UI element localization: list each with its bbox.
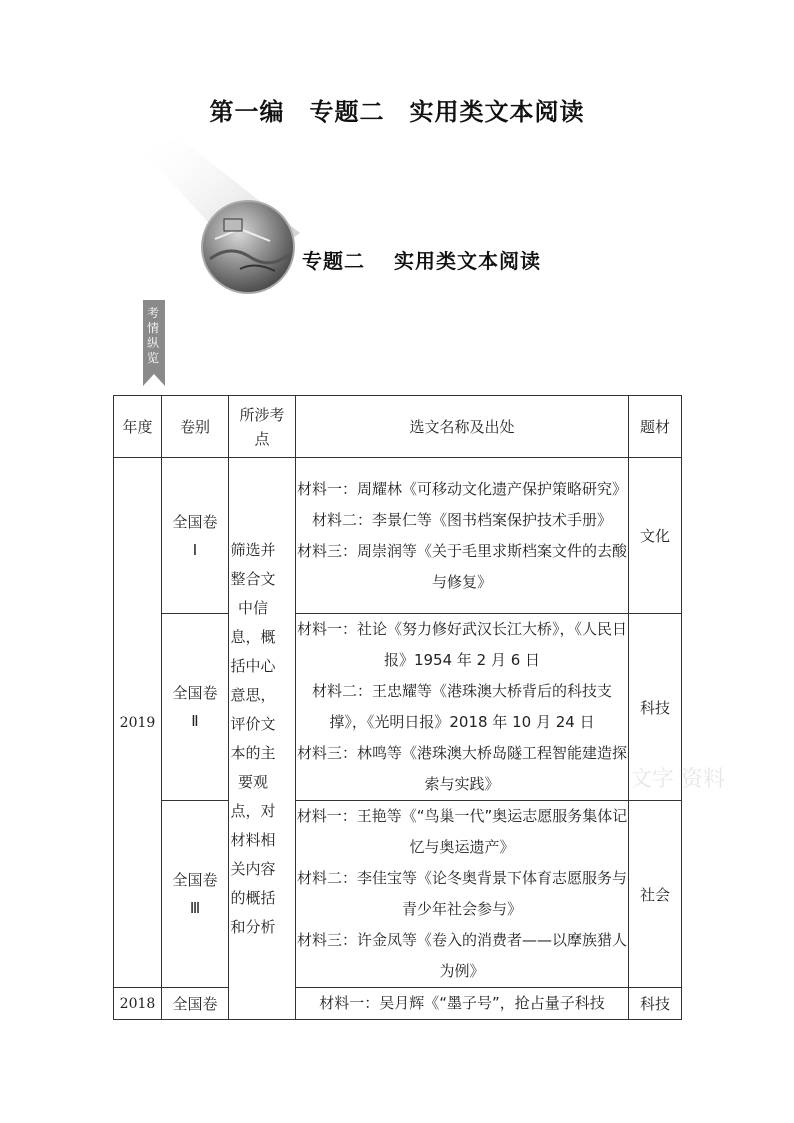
topic-cell: 科技 [629, 988, 682, 1020]
paper-cell [162, 614, 229, 801]
topic-cell: 科技 [629, 614, 682, 801]
globe-illustration-icon [200, 199, 296, 295]
paper-numeral: Ⅰ [192, 540, 198, 559]
material-item: 材料三：周崇润等《关于毛里求斯档案文件的去酸与修复》 [296, 541, 627, 591]
side-tab-char: 览 [146, 351, 159, 365]
material-item: 材料二：王忠耀等《港珠澳大桥背后的科技支撑》，《光明日报》2018 年 10 月 24 日 [311, 682, 612, 731]
material-item: 材料一：王艳等《“鸟巢一代”奥运志愿服务集体记忆与奥运遗产》 [296, 807, 628, 856]
table-row [114, 988, 682, 1020]
header-selection: 选文名称及出处 [296, 396, 629, 458]
topic-cell: 社会 [629, 801, 682, 988]
paper-cell [162, 458, 229, 614]
exam-overview-table [113, 395, 682, 1020]
material-item: 材料二：李佳宝等《论冬奥背景下体育志愿服务与青少年社会参与》 [296, 869, 627, 918]
paper-label: 全国卷 [172, 684, 218, 702]
material-item: 材料三：许金凤等《卷入的消费者——以摩族猎人为例》 [296, 931, 627, 980]
material-item: 材料一：吴月辉《“墨子号”，抢占量子科技 [319, 994, 605, 1012]
table-row [114, 801, 682, 988]
header-year: 年度 [114, 396, 162, 458]
side-tab-char: 情 [146, 321, 159, 335]
paper-label: 全国卷 [172, 871, 218, 889]
side-tab-char: 纵 [146, 336, 159, 350]
paper-label: 全国卷 [172, 512, 218, 531]
side-tab-char: 考 [146, 306, 159, 320]
side-tab-label [145, 306, 161, 366]
year-cell: 2019 [114, 458, 162, 988]
material-item: 材料一：社论《努力修好武汉长江大桥》，《人民日报》1954 年 2 月 6 日 [296, 620, 627, 669]
table-row [114, 614, 682, 801]
material-item: 材料一：周耀林《可移动文化遗产保护策略研究》 [296, 479, 627, 498]
header-paper: 卷别 [162, 396, 229, 458]
year-cell: 2018 [114, 988, 162, 1020]
table-row [114, 458, 682, 614]
table-header-row [114, 396, 682, 458]
selection-cell [296, 801, 629, 988]
paper-cell: 全国卷 [162, 988, 229, 1020]
page-header-title: 第一编 专题二 实用类文本阅读 [209, 97, 585, 126]
paper-cell [162, 801, 229, 988]
header-points [229, 396, 296, 458]
points-cell [229, 458, 296, 1020]
selection-cell [296, 614, 629, 801]
watermark: 文字 资料 [630, 767, 725, 792]
points-text: 筛选并整合文中信息，概括中心意思，评价文本的主要观点，对材料相关内容的概括和分析 [230, 540, 276, 936]
material-item: 材料三：林鸣等《港珠澳大桥岛隧工程智能建造探索与实践》 [296, 744, 627, 793]
material-item: 材料二：李景仁等《图书档案保护技术手册》 [311, 510, 612, 529]
paper-numeral: Ⅲ [189, 899, 201, 917]
topic-cell: 文化 [629, 458, 682, 614]
header-points-text: 所涉考点 [239, 405, 285, 448]
header-topic: 题材 [629, 396, 682, 458]
selection-cell [296, 458, 629, 614]
selection-cell [296, 988, 629, 1020]
paper-numeral: Ⅱ [191, 712, 199, 730]
section-title: 专题二 实用类文本阅读 [302, 249, 541, 273]
